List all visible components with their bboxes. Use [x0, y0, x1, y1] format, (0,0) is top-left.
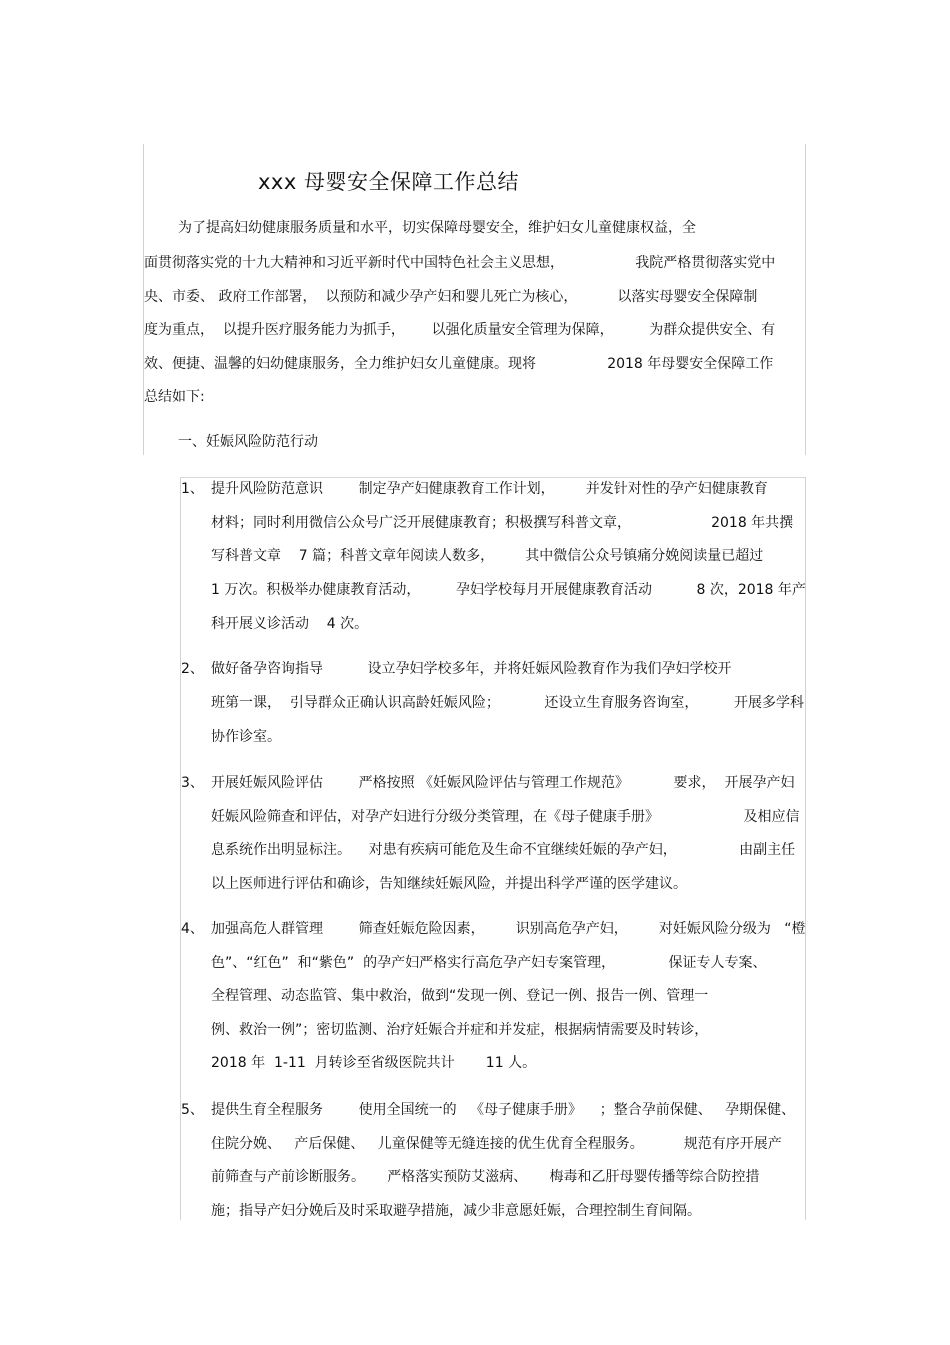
frame-right-line	[805, 144, 806, 455]
item-line: 协作诊室。	[211, 729, 281, 745]
intro-line: 总结如下:	[144, 389, 205, 405]
item-line: 2018 年 1-11 月转诊至省级医院共计 11 人。	[211, 1055, 537, 1071]
intro-line: 为了提高妇幼健康服务质量和水平，切实保障母婴安全，维护妇女儿童健康权益，全	[178, 220, 696, 236]
item-line: 提供生育全程服务 使用全国统一的 《母子健康手册》 ；整合孕前保健、 孕期保健、	[211, 1102, 796, 1118]
item-line: 提升风险防范意识 制定孕产妇健康教育工作计划， 并发针对性的孕产妇健康教育	[211, 481, 768, 497]
intro-line: 度为重点， 以提升医疗服务能力为抓手， 以强化质量安全管理为保障， 为群众提供安全、有	[144, 322, 776, 338]
item-line: 开展妊娠风险评估 严格按照 《妊娠风险评估与管理工作规范》 要求， 开展孕产妇	[211, 775, 795, 791]
item-line: 前筛查与产前诊断服务。 严格落实预防艾滋病、 梅毒和乙肝母婴传播等综合防控措	[211, 1169, 760, 1185]
item-line: 息系统作出明显标注。 对患有疾病可能危及生命不宜继续妊娠的孕产妇， 由副主任	[211, 842, 796, 858]
section-heading: 一、妊娠风险防范行动	[178, 434, 318, 450]
item-line: 以上医师进行评估和确诊，告知继续妊娠风险，并提出科学严谨的医学建议。	[211, 876, 687, 892]
item-line: 写科普文章 7 篇；科普文章年阅读人数多， 其中微信公众号镇痛分娩阅读量已超过	[211, 548, 764, 564]
item-line: 1 万次。积极举办健康教育活动， 孕妇学校每月开展健康教育活动 8 次，2018 年产	[211, 582, 806, 598]
item-line: 全程管理、动态监管、集中救治，做到“发现一例、登记一例、报告一例、管理一	[211, 988, 709, 1004]
intro-line: 效、便捷、温馨的妇幼健康服务，全力维护妇女儿童健康。现将 2018 年母婴安全保障工作	[144, 356, 774, 372]
intro-line: 面贯彻落实党的十九大精神和习近平新时代中国特色社会主义思想， 我院严格贯彻落实党中	[144, 255, 776, 271]
item-line: 例、救治一例”；密切监测、治疗妊娠合并症和并发症，根据病情需要及时转诊，	[211, 1022, 709, 1038]
item-line: 材料；同时利用微信公众号广泛开展健康教育；积极撰写科普文章， 2018 年共撰	[211, 515, 794, 531]
item-line: 妊娠风险筛查和评估，对孕产妇进行分级分类管理，在《母子健康手册》 及相应信	[211, 809, 800, 825]
item-line: 色”、“红色” 和“紫色” 的孕产妇严格实行高危孕产妇专案管理， 保证专人专案、	[211, 955, 767, 971]
item-line: 科开展义诊活动 4 次。	[211, 616, 369, 632]
item-number: 5、	[181, 1102, 204, 1118]
item-number: 4、	[181, 921, 204, 937]
item-line: 班第一课， 引导群众正确认识高龄妊娠风险； 还设立生育服务咨询室， 开展多学科	[211, 695, 805, 711]
frame-mid-line	[180, 477, 806, 478]
item-number: 1、	[181, 481, 204, 497]
item-line: 做好备孕咨询指导 设立孕妇学校多年，并将妊娠风险教育作为我们孕妇学校开	[211, 661, 732, 677]
document-title: xxx 母婴安全保障工作总结	[258, 170, 519, 194]
item-number: 2、	[181, 661, 204, 677]
intro-line: 央、市委、 政府工作部署， 以预防和减少孕产妇和婴儿死亡为核心， 以落实母婴安全保障制	[144, 289, 758, 305]
item-number: 3、	[181, 775, 204, 791]
item-line: 加强高危人群管理 筛查妊娠危险因素， 识别高危孕产妇， 对妊娠风险分级为 “橙	[211, 921, 806, 937]
item-line: 施；指导产妇分娩后及时采取避孕措施，减少非意愿妊娠，合理控制生育间隔。	[211, 1203, 701, 1219]
item-line: 住院分娩、 产后保健、 儿童保健等无缝连接的优生优育全程服务。 规范有序开展产	[211, 1136, 782, 1152]
